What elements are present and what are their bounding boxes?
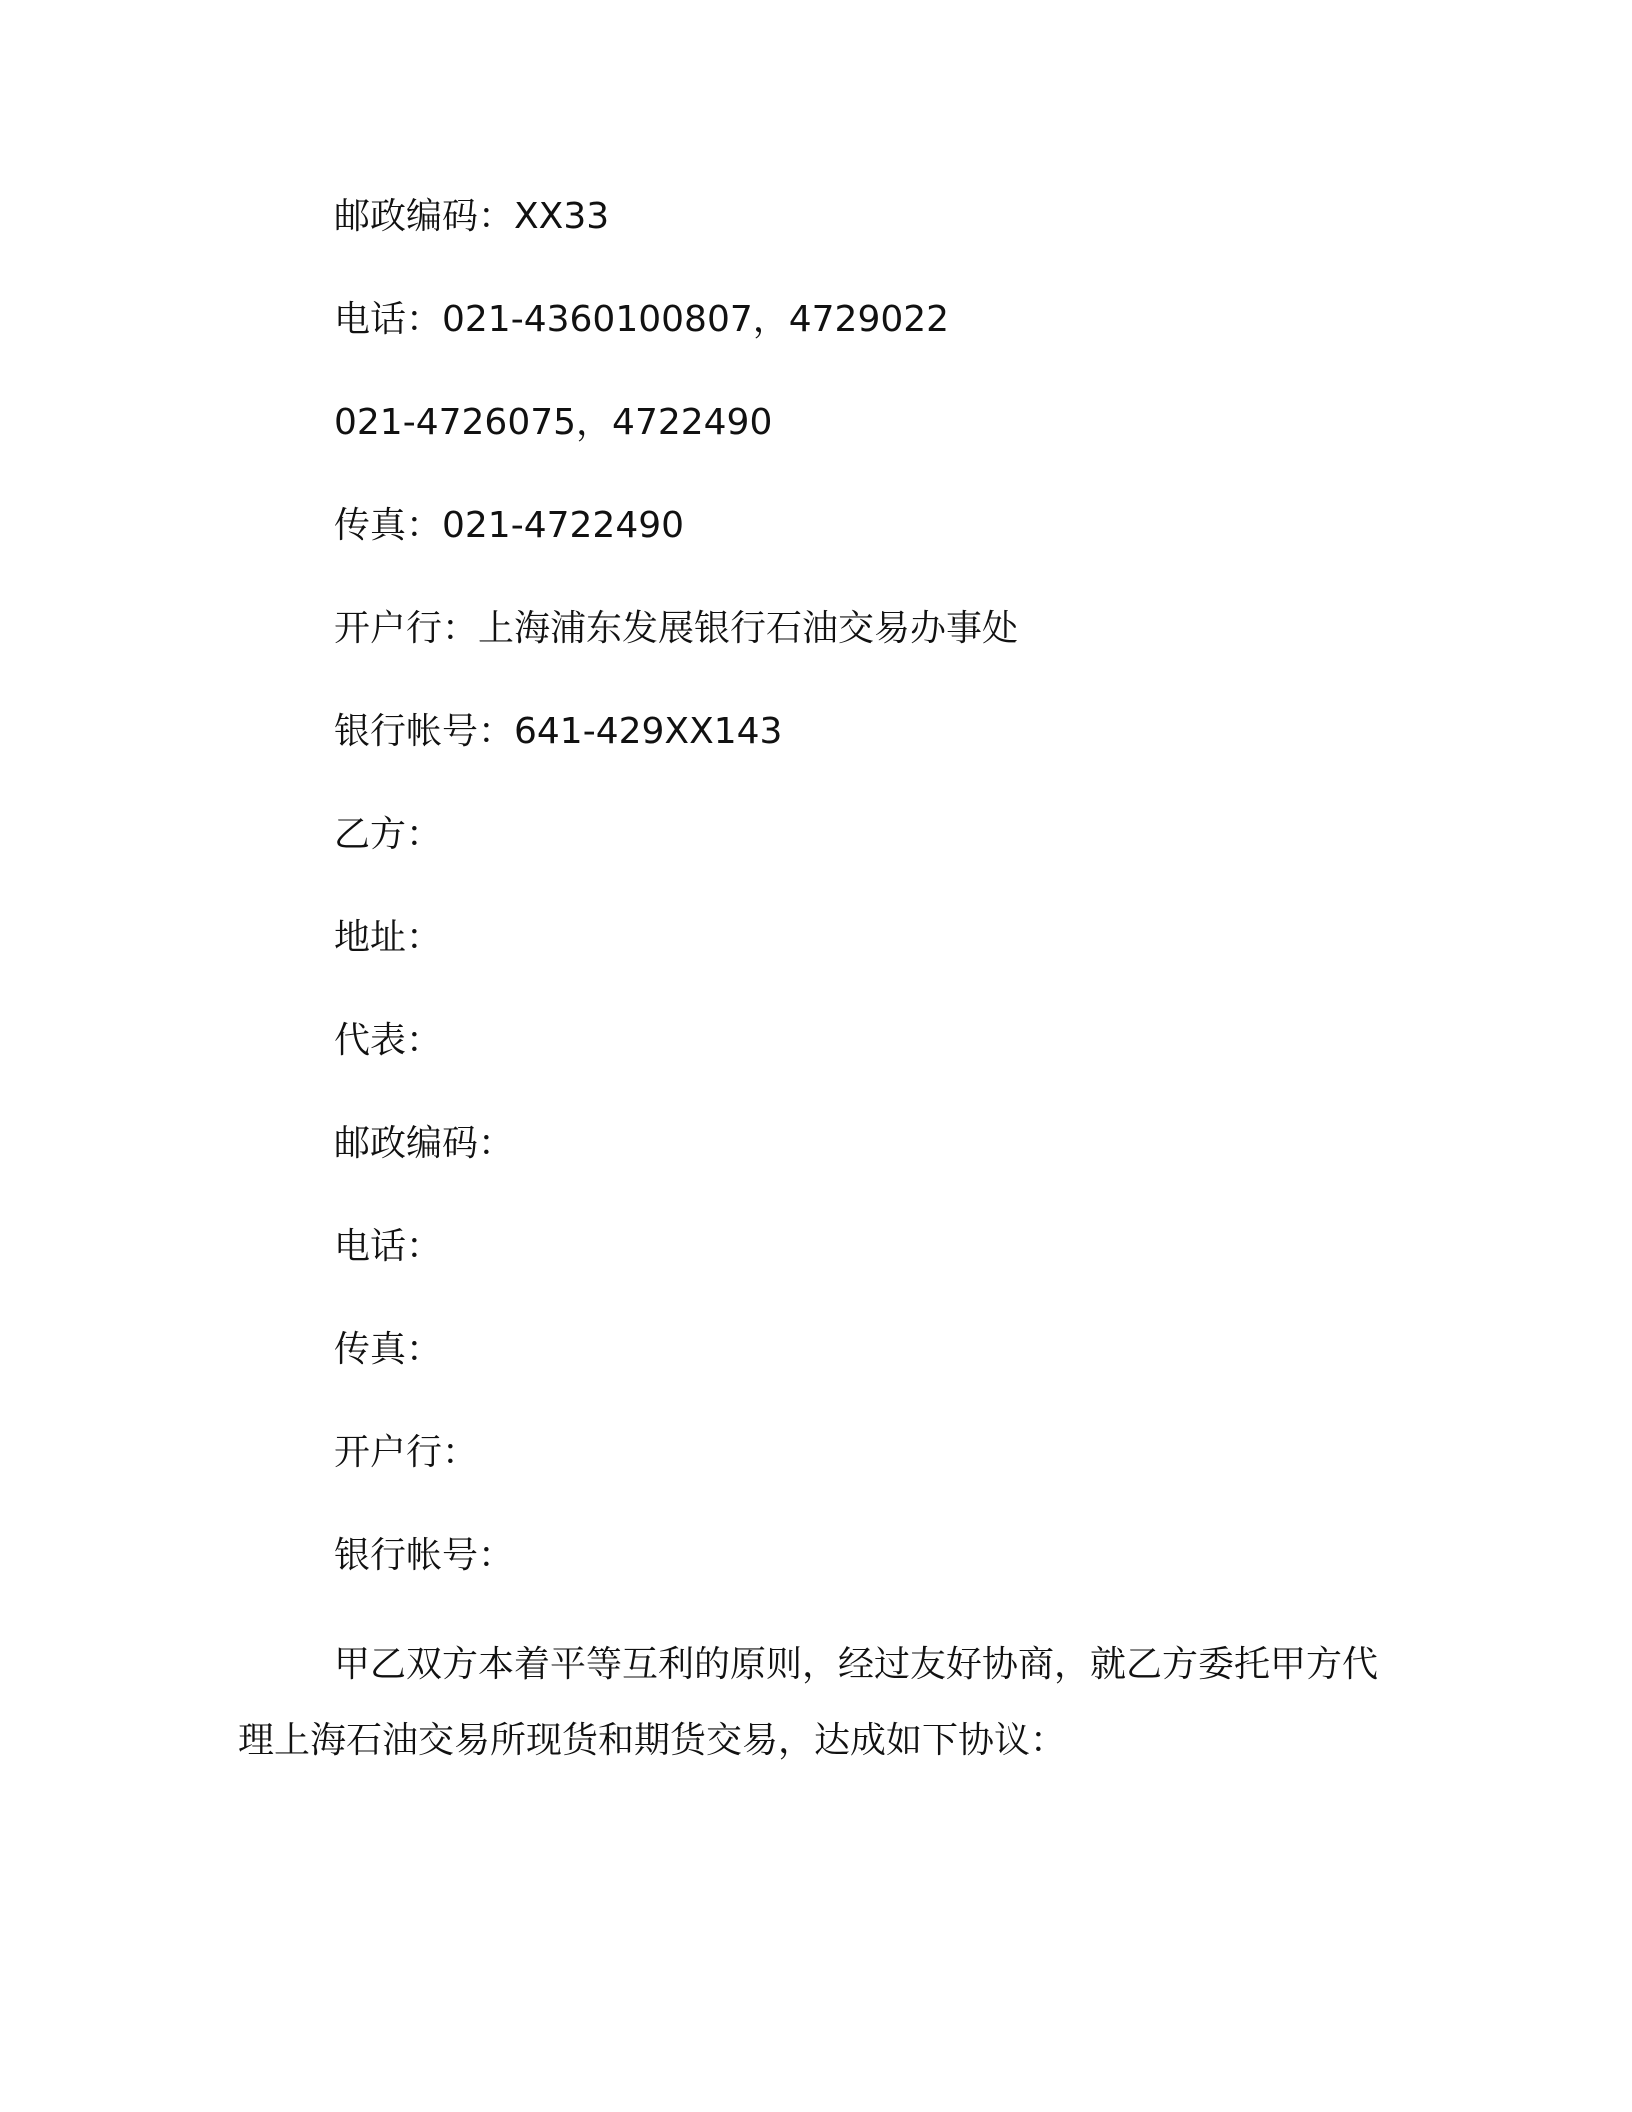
party-a-account: 银行帐号：641-429XX143 [334,711,783,752]
agreement-intro-paragraph: 甲乙双方本着平等互利的原则，经过友好协商，就乙方委托甲方代理上海石油交易所现货和期货交易，达成如下协议： [238,1644,1379,1761]
party-b-bank: 开户行： [334,1432,479,1473]
party-b-representative: 代表： [334,1020,443,1061]
party-b-account: 银行帐号： [334,1535,515,1576]
party-b-title: 乙方： [334,814,443,855]
party-a-fax: 传真：021-4722490 [334,505,685,546]
party-b-address: 地址： [334,917,443,958]
party-b-postcode: 邮政编码： [334,1123,515,1164]
party-a-phone-extra: 021-4726075，4722490 [334,402,773,443]
party-a-phone: 电话：021-4360100807，4729022 [334,299,950,340]
party-b-phone: 电话： [334,1226,443,1267]
party-a-postcode: 邮政编码：XX33 [334,196,610,237]
party-b-fax: 传真： [334,1329,443,1370]
party-a-bank: 开户行：上海浦东发展银行石油交易办事处 [334,608,1019,649]
